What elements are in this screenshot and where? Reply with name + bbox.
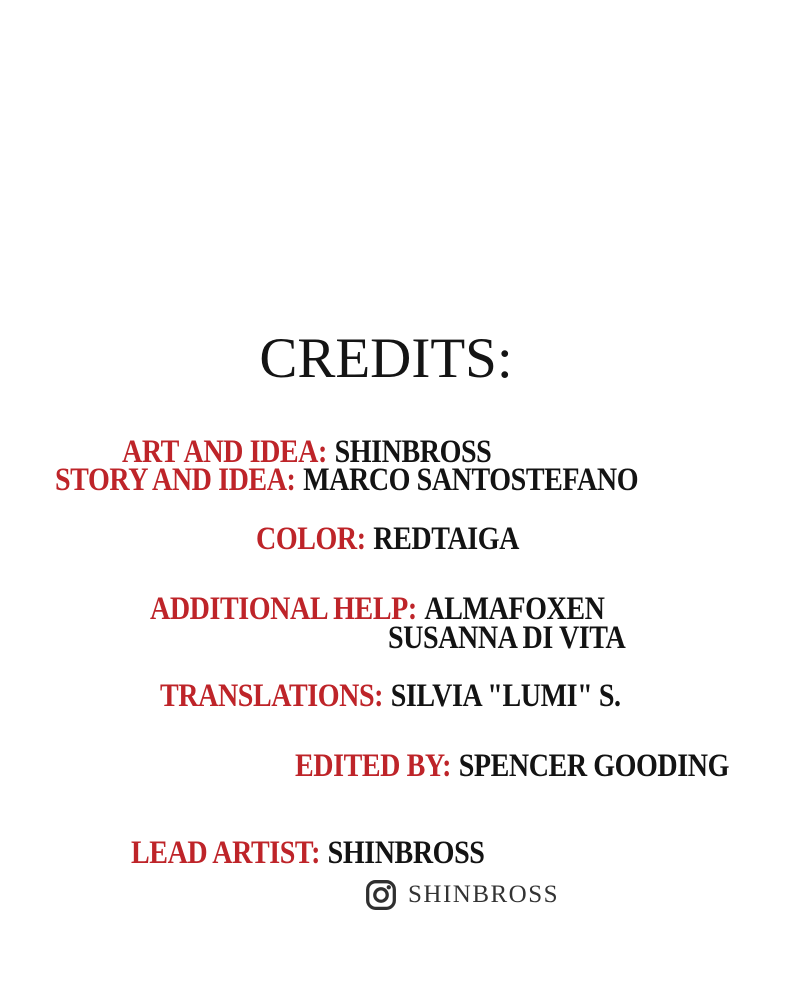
- credit-value: SPENCER GOODING: [458, 748, 729, 784]
- credit-line-additional-help-continued: [388, 622, 625, 655]
- credit-value: ALMAFOXEN: [424, 591, 605, 627]
- credit-line-lead-artist: [131, 837, 484, 870]
- instagram-handle: SHINBROSS: [408, 881, 560, 908]
- credit-line-story-and-idea: [55, 464, 638, 497]
- credit-value: MARCO SANTOSTEFANO: [303, 462, 639, 498]
- credit-label: TRANSLATIONS:: [160, 678, 384, 714]
- credit-value: REDTAIGA: [373, 521, 520, 557]
- credit-label: EDITED BY:: [295, 748, 452, 784]
- instagram-row: [364, 878, 559, 912]
- credit-label: LEAD ARTIST:: [131, 835, 321, 871]
- instagram-icon: [364, 878, 398, 912]
- credit-label: ART AND IDEA:: [122, 434, 327, 470]
- credit-line-translations: [160, 680, 621, 713]
- credit-value: SHINBROSS: [334, 434, 492, 470]
- credit-line-color: [256, 523, 519, 556]
- credit-label: STORY AND IDEA:: [55, 462, 296, 498]
- credit-label: ADDITIONAL HELP:: [150, 591, 417, 627]
- credit-value: SHINBROSS: [327, 835, 485, 871]
- credit-value: SUSANNA DI VITA: [388, 620, 626, 656]
- credit-label: COLOR:: [256, 521, 366, 557]
- credit-line-edited-by: [295, 750, 729, 783]
- credit-value: SILVIA "LUMI" S.: [390, 678, 621, 714]
- page-title: CREDITS:: [259, 327, 513, 390]
